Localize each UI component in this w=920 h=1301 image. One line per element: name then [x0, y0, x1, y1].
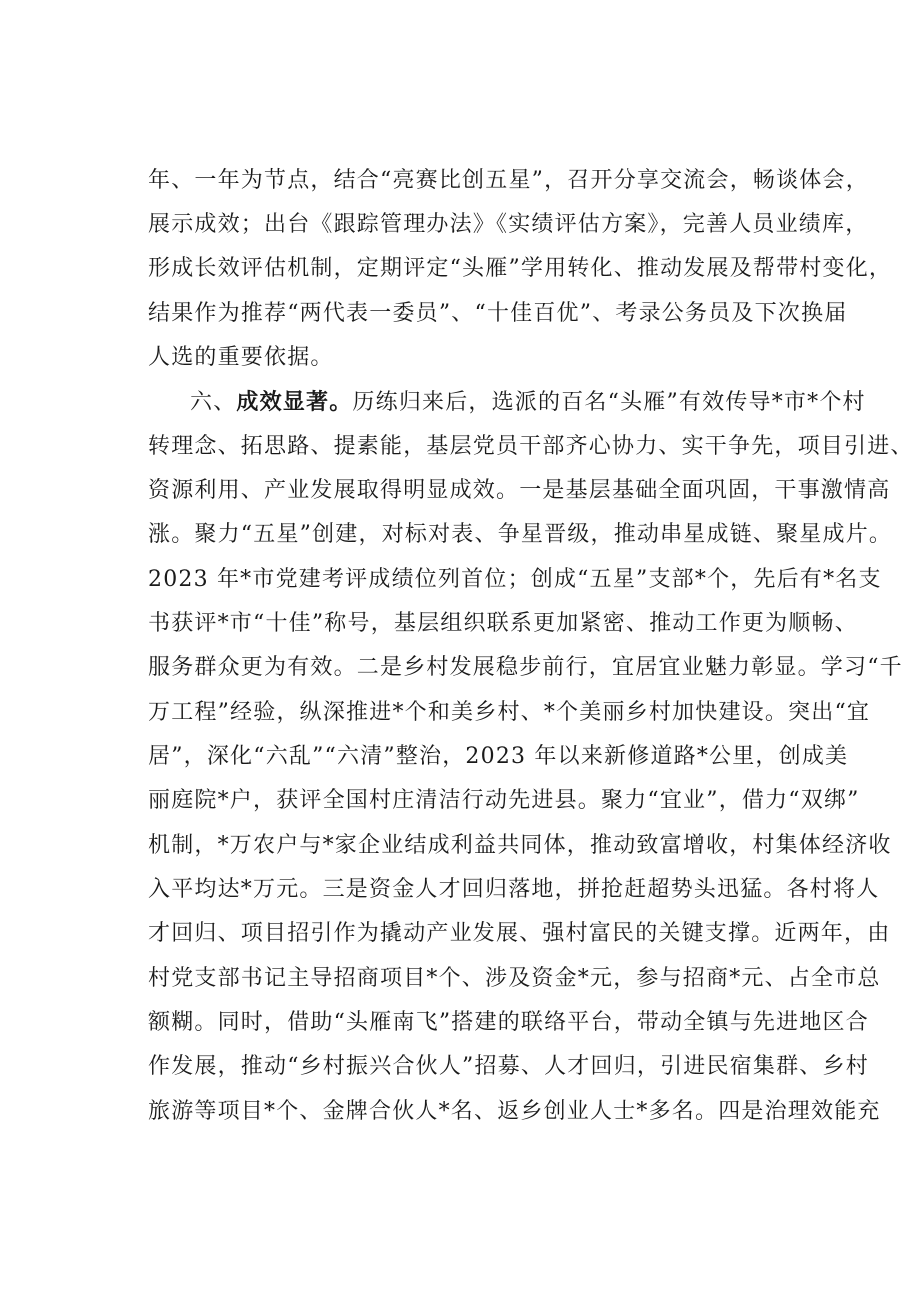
text-line: 展示成效；出台《跟踪管理办法》《实绩评估方案》，完善人员业绩库，: [148, 212, 869, 237]
section-intro-text: 历练归来后，选派的百名“头雁”有效传导*市*个村: [352, 390, 866, 415]
section-heading: 成效显著。: [236, 389, 353, 415]
text-line: 机制，*万农户与*家企业结成利益共同体，推动致富增收，村集体经济收: [148, 833, 892, 858]
text-line: 入平均达*万元。三是资金人才回归落地，拼抢赶超势头迅猛。各村将人: [148, 877, 880, 902]
text-line: 服务群众更为有效。二是乡村发展稳步前行，宜居宜业魅力彰显。学习“千: [148, 655, 903, 680]
text-line: 资源利用、产业发展取得明显成效。一是基层基础全面巩固，干事激情高: [148, 478, 891, 503]
text-line: 额糊。同时，借助“头雁南飞”搭建的联络平台，带动全镇与先进地区合: [148, 1010, 869, 1035]
text-line: 居”，深化“六乱”“六清”整治，2023 年以来新修道路*公里，创成美: [148, 744, 849, 769]
text-line: 人选的重要依据。: [148, 345, 334, 370]
text-line: 作发展，推动“乡村振兴合伙人”招募、人才回归，引进民宿集群、乡村: [148, 1054, 869, 1079]
text-line: 村党支部书记主导招商项目*个、涉及资金*元，参与招商*元、占全市总: [148, 966, 881, 991]
text-line: 涨。聚力“五星”创建，对标对表、争星晋级，推动串星成链、聚星成片。: [148, 522, 893, 547]
text-line: 2023 年*市党建考评成绩位列首位；创成“五星”支部*个，先后有*名支: [148, 567, 882, 592]
text-line: 结果作为推荐“两代表一委员”、“十佳百优”、考录公务员及下次换届: [148, 301, 848, 326]
text-line: 形成长效评估机制，定期评定“头雁”学用转化、推动发展及帮带村变化，: [148, 256, 893, 281]
text-line: 旅游等项目*个、金牌合伙人*名、返乡创业人士*多名。四是治理效能充: [148, 1099, 881, 1124]
section-heading-line: [190, 387, 866, 418]
text-line: 才回归、项目招引作为撬动产业发展、强村富民的关键支撑。近两年，由: [148, 921, 891, 946]
text-line: 转理念、拓思路、提素能，基层党员干部齐心协力、实干争先，项目引进、: [148, 434, 914, 459]
text-line: 丽庭院*户，获评全国村庄清洁行动先进县。聚力“宜业”，借力“双绑”: [148, 788, 860, 813]
text-line: 万工程”经验，纵深推进*个和美乡村、*个美丽乡村加快建设。突出“宜: [148, 700, 871, 725]
section-number: 六、: [190, 390, 237, 415]
text-line: 年、一年为节点，结合“亮赛比创五星”，召开分享交流会，畅谈体会，: [148, 168, 869, 193]
text-line: 书获评*市“十佳”称号，基层组织联系更加紧密、推动工作更为顺畅、: [148, 611, 858, 636]
